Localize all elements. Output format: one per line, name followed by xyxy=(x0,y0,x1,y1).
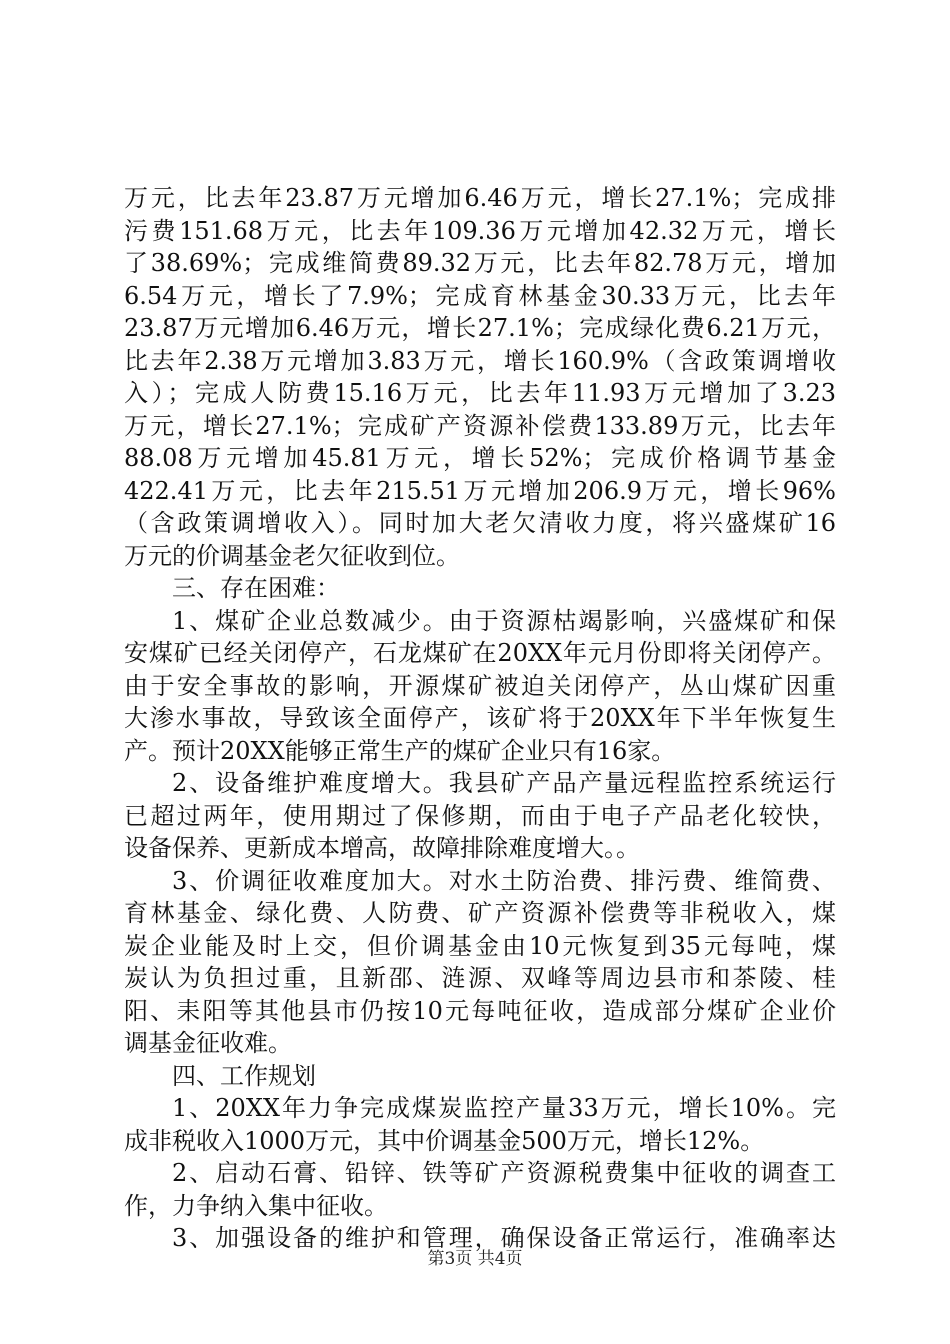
text-line: 由于安全事故的影响，开源煤矿被迫关闭停产，丛山煤矿因重 xyxy=(124,671,836,700)
text-line: 万元的价调基金老欠征收到位。 xyxy=(124,541,460,570)
text-line: 422.41万元，比去年215.51万元增加206.9万元，增长96% xyxy=(124,476,836,505)
page-footer: 第3页 共4页 xyxy=(427,1249,523,1269)
text-line: 万元，增长27.1%；完成矿产资源补偿费133.89万元，比去年 xyxy=(124,411,836,440)
text-line: 作，力争纳入集中征收。 xyxy=(124,1191,388,1220)
text-line: 已超过两年，使用期过了保修期，而由于电子产品老化较快， xyxy=(124,801,836,830)
text-line: 万元，比去年23.87万元增加6.46万元，增长27.1%；完成排 xyxy=(124,184,836,212)
text-line: 安煤矿已经关闭停产，石龙煤矿在20XX年元月份即将关闭停产。 xyxy=(124,639,836,667)
text-line: 污费151.68万元，比去年109.36万元增加42.32万元，增长 xyxy=(124,216,836,245)
text-line: 设备保养、更新成本增高，故障排除难度增大。。 xyxy=(124,834,640,862)
text-line: 1、20XX年力争完成煤炭监控产量33万元，增长10%。完 xyxy=(172,1094,836,1122)
text-line: 2、设备维护难度增大。我县矿产品产量远程监控系统运行 xyxy=(172,769,836,797)
text-line: 6.54万元，增长了7.9%；完成育林基金30.33万元，比去年 xyxy=(124,281,836,310)
text-line: 入）；完成人防费15.16万元，比去年11.93万元增加了3.23 xyxy=(124,379,836,407)
text-line: 育林基金、绿化费、人防费、矿产资源补偿费等非税收入，煤 xyxy=(124,899,836,927)
text-line: 炭认为负担过重，且新邵、涟源、双峰等周边县市和茶陵、桂 xyxy=(124,964,836,992)
text-line: 3、加强设备的维护和管理，确保设备正常运行，准确率达 xyxy=(172,1224,836,1252)
text-line: 23.87万元增加6.46万元，增长27.1%；完成绿化费6.21万元， xyxy=(124,314,836,342)
text-line: （含政策调增收入）。同时加大老欠清收力度，将兴盛煤矿16 xyxy=(124,509,836,537)
text-line: 成非税收入1000万元，其中价调基金500万元，增长12%。 xyxy=(124,1126,765,1155)
text-line: 3、价调征收难度加大。对水土防治费、排污费、维简费、 xyxy=(172,866,836,895)
text-line: 大渗水事故，导致该全面停产，该矿将于20XX年下半年恢复生 xyxy=(124,704,836,732)
text-line: 2、启动石膏、铅锌、铁等矿产资源税费集中征收的调查工 xyxy=(172,1159,836,1187)
text-line: 1、煤矿企业总数减少。由于资源枯竭影响，兴盛煤矿和保 xyxy=(172,606,836,635)
text-line: 四、工作规划 xyxy=(172,1061,316,1090)
text-line: 炭企业能及时上交，但价调基金由10元恢复到35元每吨，煤 xyxy=(124,931,836,960)
document-body xyxy=(124,182,836,1255)
text-line: 88.08万元增加45.81万元，增长52%；完成价格调节基金 xyxy=(124,444,836,472)
text-line: 产。预计20XX能够正常生产的煤矿企业只有16家。 xyxy=(124,736,676,765)
text-line: 了38.69%；完成维简费89.32万元，比去年82.78万元，增加 xyxy=(124,249,836,277)
text-line: 三、存在困难： xyxy=(172,574,340,602)
text-line: 调基金征收难。 xyxy=(124,1029,292,1057)
text-line: 比去年2.38万元增加3.83万元，增长160.9%（含政策调增收 xyxy=(124,346,836,375)
text-line: 阳、耒阳等其他县市仍按10元每吨征收，造成部分煤矿企业价 xyxy=(124,996,836,1025)
